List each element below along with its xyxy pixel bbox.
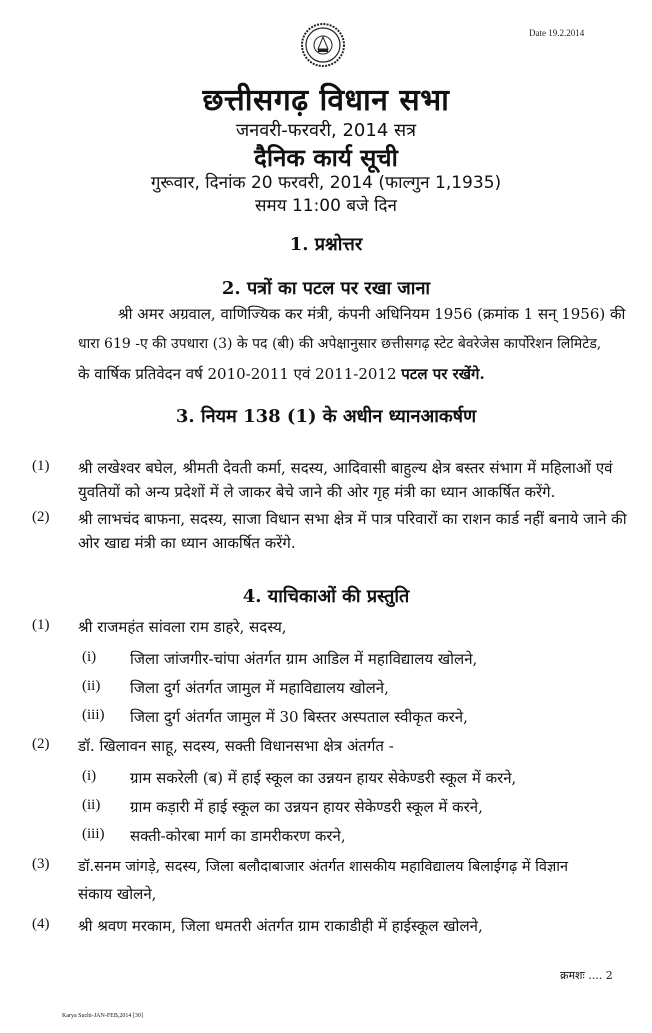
- item-text: श्री लाभचंद बाफना, सदस्य, साजा विधान सभा क्षेत्र में पात्र परिवारों का राशन कार्ड नहीं बनाये जाने की: [78, 510, 627, 528]
- subitem-text: सक्ती-कोरबा मार्ग का डामरीकरण करने,: [130, 827, 346, 845]
- item-text: ओर खाद्य मंत्री का ध्यान आकर्षित करेंगे.: [78, 534, 296, 552]
- item-number: (3): [32, 856, 50, 872]
- section-heading-questions: 1. प्रश्नोत्तर: [289, 234, 363, 255]
- emblem-icon: [300, 22, 346, 68]
- item-number: (1): [32, 458, 50, 474]
- agenda-title: दैनिक कार्य सूची: [254, 144, 398, 172]
- subitem-number: (iii): [82, 826, 105, 842]
- paragraph-bold-text: पटल पर रखेंगे.: [401, 365, 485, 383]
- assembly-title: छत्तीसगढ़ विधान सभा: [202, 83, 450, 118]
- document-date: Date 19.2.2014: [529, 28, 585, 38]
- item-text: संकाय खोलने,: [78, 885, 157, 903]
- subitem-text: जिला जांजगीर-चांपा अंतर्गत ग्राम आडिल में महाविद्यालय खोलने,: [130, 650, 478, 668]
- item-text: श्री राजमहंत सांवला राम डाहरे, सदस्य,: [78, 618, 287, 636]
- subitem-number: (ii): [82, 678, 101, 694]
- day-date: गुरूवार, दिनांक 20 फरवरी, 2014 (फाल्गुन 1,1935): [150, 173, 502, 193]
- section-heading-papers: 2. पत्रों का पटल पर रखा जाना: [221, 278, 431, 299]
- item-text: श्री श्रवण मरकाम, जिला धमतरी अंतर्गत ग्राम राकाडीही में हाईस्कूल खोलने,: [78, 917, 483, 935]
- continued-marker: क्रमशः .... 2: [560, 969, 613, 982]
- paragraph-line: श्री अमर अग्रवाल, वाणिज्यिक कर मंत्री, कंपनी अधिनियम 1956 (क्रमांक 1 सन् 1956) की: [118, 305, 626, 323]
- section-heading-attention: 3. नियम 138 (1) के अधीन ध्यानआकर्षण: [175, 406, 477, 427]
- subitem-number: (i): [82, 768, 97, 784]
- subitem-number: (i): [82, 649, 97, 665]
- paragraph-line: धारा 619 -ए की उपधारा (3) के पद (बी) की अपेक्षानुसार छत्तीसगढ़ स्टेट बेवरेजेस कार्पोरेशन लिमिटेड,: [78, 336, 602, 352]
- subitem-text: ग्राम कड़ारी में हाई स्कूल का उन्नयन हायर सेकेण्डरी स्कूल में करने,: [130, 798, 483, 816]
- section-heading-petitions: 4. याचिकाओं की प्रस्तुति: [242, 586, 410, 607]
- paragraph-line: [78, 364, 485, 384]
- subitem-text: जिला दुर्ग अंतर्गत जामुल में महाविद्यालय खोलने,: [130, 679, 389, 697]
- subitem-text: ग्राम सकरेली (ब) में हाई स्कूल का उन्नयन हायर सेकेण्डरी स्कूल में करने,: [130, 769, 517, 787]
- paragraph-text: के वार्षिक प्रतिवेदन वर्ष 2010-2011 एवं 2011-2012: [78, 365, 402, 383]
- subitem-number: (ii): [82, 797, 101, 813]
- item-text: डॉ.सनम जांगड़े, सदस्य, जिला बलौदाबाजार अंतर्गत शासकीय महाविद्यालय बिलाईगढ़ में विज्ञान: [78, 859, 569, 875]
- item-number: (1): [32, 617, 50, 633]
- session-label: जनवरी-फरवरी, 2014 सत्र: [235, 120, 417, 141]
- item-number: (2): [32, 509, 50, 525]
- item-number: (4): [32, 916, 50, 932]
- item-text: युवतियों को अन्य प्रदेशों में ले जाकर बेचे जाने की ओर गृह मंत्री का ध्यान आकर्षित करेंगे.: [78, 483, 556, 501]
- item-number: (2): [32, 736, 50, 752]
- session-time: समय 11:00 बजे दिन: [255, 196, 397, 216]
- item-text: श्री लखेश्वर बघेल, श्रीमती देवती कर्मा, सदस्य, आदिवासी बाहुल्य क्षेत्र बस्तर संभाग में महिलाओं एवं: [78, 459, 613, 477]
- item-text: डॉ. खिलावन साहू, सदस्य, सक्ती विधानसभा क्षेत्र अंतर्गत -: [78, 737, 394, 755]
- document-reference: Karya Suchi-JAN-FEB,2014 [30]: [62, 1013, 143, 1019]
- subitem-text: जिला दुर्ग अंतर्गत जामुल में 30 बिस्तर अस्पताल स्वीकृत करने,: [130, 708, 468, 726]
- subitem-number: (iii): [82, 707, 105, 723]
